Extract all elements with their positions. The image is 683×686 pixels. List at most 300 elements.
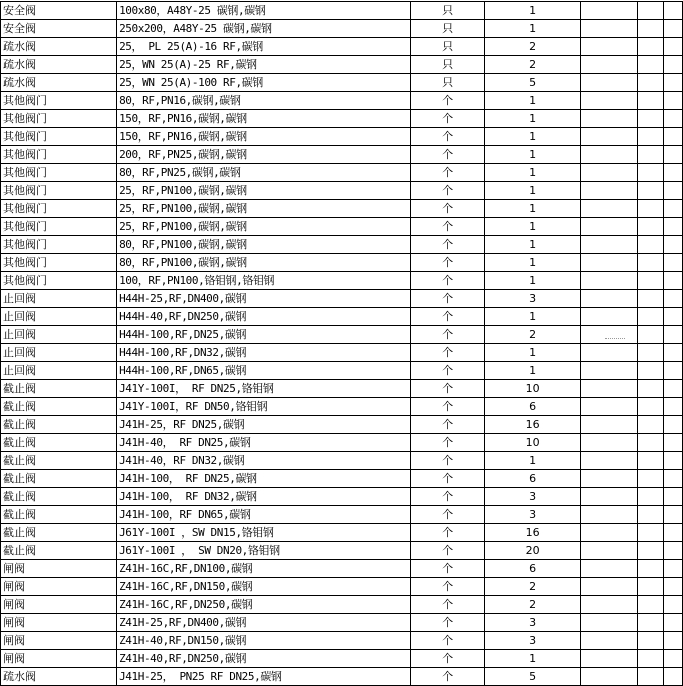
empty-cell[interactable]: [664, 506, 683, 524]
unit-cell[interactable]: 个: [411, 542, 484, 560]
unit-cell[interactable]: 个: [411, 362, 484, 380]
valve-name-cell[interactable]: 截止阀: [1, 542, 117, 560]
spec-cell[interactable]: 80，RF,PN25,碳钢,碳钢: [117, 164, 411, 182]
valve-name-cell[interactable]: 其他阀门: [1, 182, 117, 200]
empty-cell[interactable]: [664, 56, 683, 74]
empty-cell[interactable]: [581, 290, 638, 308]
unit-cell[interactable]: 个: [411, 506, 484, 524]
quantity-cell[interactable]: 6: [484, 560, 581, 578]
quantity-cell[interactable]: 1: [484, 164, 581, 182]
valve-name-cell[interactable]: 疏水阀: [1, 56, 117, 74]
spec-cell[interactable]: J41H-100，RF DN65,碳钢: [117, 506, 411, 524]
table-row: [1, 164, 683, 182]
spec-cell[interactable]: J61Y-100I ，SW DN15,铬钼钢: [117, 524, 411, 542]
empty-cell[interactable]: [664, 326, 683, 344]
empty-cell[interactable]: [581, 434, 638, 452]
valve-name-cell[interactable]: 闸阀: [1, 578, 117, 596]
empty-cell[interactable]: [637, 74, 663, 92]
unit-cell[interactable]: 个: [411, 290, 484, 308]
empty-cell[interactable]: [581, 542, 638, 560]
unit-cell[interactable]: 个: [411, 182, 484, 200]
spec-cell[interactable]: J41Y-100I，RF DN50,铬钼钢: [117, 398, 411, 416]
empty-cell[interactable]: [664, 398, 683, 416]
table-row: [1, 650, 683, 668]
empty-cell[interactable]: [637, 2, 663, 20]
empty-cell[interactable]: [664, 668, 683, 686]
empty-cell[interactable]: [637, 254, 663, 272]
spec-cell[interactable]: Z41H-16C,RF,DN150,碳钢: [117, 578, 411, 596]
sheet-body: [1, 2, 683, 686]
empty-cell[interactable]: [581, 254, 638, 272]
spec-cell[interactable]: J41H-40，RF DN32,碳钢: [117, 452, 411, 470]
empty-cell[interactable]: [664, 290, 683, 308]
empty-cell[interactable]: [637, 632, 663, 650]
unit-cell[interactable]: 个: [411, 308, 484, 326]
table-row: [1, 632, 683, 650]
empty-cell[interactable]: [637, 380, 663, 398]
table-row: [1, 452, 683, 470]
table-row: [1, 380, 683, 398]
unit-cell[interactable]: 个: [411, 254, 484, 272]
empty-cell[interactable]: [637, 650, 663, 668]
empty-cell[interactable]: [581, 74, 638, 92]
spec-cell[interactable]: 80，RF,PN16,碳钢,碳钢: [117, 92, 411, 110]
valve-name-cell[interactable]: 其他阀门: [1, 200, 117, 218]
empty-cell[interactable]: [637, 524, 663, 542]
empty-cell[interactable]: [637, 362, 663, 380]
empty-cell[interactable]: [581, 668, 638, 686]
empty-cell[interactable]: [581, 344, 638, 362]
quantity-cell[interactable]: 3: [484, 632, 581, 650]
quantity-cell[interactable]: 1: [484, 20, 581, 38]
unit-cell[interactable]: 个: [411, 110, 484, 128]
valve-name-cell[interactable]: 截止阀: [1, 398, 117, 416]
spec-cell[interactable]: 25，RF,PN100,碳钢,碳钢: [117, 182, 411, 200]
empty-cell[interactable]: [581, 362, 638, 380]
valve-name-cell[interactable]: 疏水阀: [1, 668, 117, 686]
valve-name-cell[interactable]: 安全阀: [1, 20, 117, 38]
valve-name-cell[interactable]: 其他阀门: [1, 236, 117, 254]
table-row: [1, 560, 683, 578]
spec-cell[interactable]: 150，RF,PN16,碳钢,碳钢: [117, 128, 411, 146]
empty-cell[interactable]: [664, 236, 683, 254]
table-row: [1, 434, 683, 452]
unit-cell[interactable]: 个: [411, 452, 484, 470]
table-row: [1, 2, 683, 20]
empty-cell[interactable]: [637, 416, 663, 434]
empty-cell[interactable]: [581, 416, 638, 434]
empty-cell[interactable]: [664, 2, 683, 20]
unit-cell[interactable]: 个: [411, 380, 484, 398]
quantity-cell[interactable]: 20: [484, 542, 581, 560]
unit-cell[interactable]: 个: [411, 92, 484, 110]
unit-cell[interactable]: 个: [411, 632, 484, 650]
unit-cell[interactable]: 只: [411, 20, 484, 38]
quantity-cell[interactable]: 5: [484, 668, 581, 686]
valve-name-cell[interactable]: 闸阀: [1, 614, 117, 632]
quantity-cell[interactable]: 1: [484, 2, 581, 20]
quantity-cell[interactable]: 1: [484, 272, 581, 290]
valve-name-cell[interactable]: 截止阀: [1, 434, 117, 452]
empty-cell[interactable]: [637, 272, 663, 290]
quantity-cell[interactable]: 1: [484, 182, 581, 200]
empty-cell[interactable]: [664, 92, 683, 110]
table-row: [1, 272, 683, 290]
empty-cell[interactable]: [637, 614, 663, 632]
valve-name-cell[interactable]: 止回阀: [1, 344, 117, 362]
empty-cell[interactable]: [664, 434, 683, 452]
empty-cell[interactable]: [581, 272, 638, 290]
valve-name-cell[interactable]: 截止阀: [1, 470, 117, 488]
empty-cell[interactable]: [581, 236, 638, 254]
spec-cell[interactable]: 25，WN 25(A)-25 RF,碳钢: [117, 56, 411, 74]
table-row: [1, 416, 683, 434]
spec-cell[interactable]: Z41H-25,RF,DN400,碳钢: [117, 614, 411, 632]
table-row: [1, 470, 683, 488]
table-row: [1, 218, 683, 236]
valve-name-cell[interactable]: 安全阀: [1, 2, 117, 20]
empty-cell[interactable]: [581, 380, 638, 398]
empty-cell[interactable]: [637, 578, 663, 596]
valve-name-cell[interactable]: 其他阀门: [1, 254, 117, 272]
empty-cell[interactable]: [581, 650, 638, 668]
empty-cell[interactable]: [664, 488, 683, 506]
quantity-cell[interactable]: 6: [484, 470, 581, 488]
spec-cell[interactable]: 150，RF,PN16,碳钢,碳钢: [117, 110, 411, 128]
table-row: [1, 146, 683, 164]
empty-cell[interactable]: [637, 668, 663, 686]
unit-cell[interactable]: 个: [411, 668, 484, 686]
unit-cell[interactable]: 个: [411, 200, 484, 218]
valve-name-cell[interactable]: 其他阀门: [1, 272, 117, 290]
spec-cell[interactable]: 200，RF,PN25,碳钢,碳钢: [117, 146, 411, 164]
empty-cell[interactable]: [581, 632, 638, 650]
spec-cell[interactable]: Z41H-16C,RF,DN100,碳钢: [117, 560, 411, 578]
quantity-cell[interactable]: 1: [484, 452, 581, 470]
empty-cell[interactable]: [581, 128, 638, 146]
unit-cell[interactable]: 只: [411, 2, 484, 20]
spec-cell[interactable]: J41H-25， PN25 RF DN25,碳钢: [117, 668, 411, 686]
empty-cell[interactable]: [581, 92, 638, 110]
spec-cell[interactable]: J41H-100， RF DN25,碳钢: [117, 470, 411, 488]
unit-cell[interactable]: 个: [411, 524, 484, 542]
valve-name-cell[interactable]: 截止阀: [1, 452, 117, 470]
empty-cell[interactable]: [637, 146, 663, 164]
quantity-cell[interactable]: 16: [484, 416, 581, 434]
spec-cell[interactable]: J41Y-100I， RF DN25,铬钼钢: [117, 380, 411, 398]
quantity-cell[interactable]: 3: [484, 614, 581, 632]
empty-cell[interactable]: [637, 92, 663, 110]
empty-cell[interactable]: [637, 470, 663, 488]
quantity-cell[interactable]: 3: [484, 290, 581, 308]
quantity-cell[interactable]: 3: [484, 506, 581, 524]
quantity-cell[interactable]: 10: [484, 380, 581, 398]
empty-cell[interactable]: [637, 128, 663, 146]
empty-cell[interactable]: [664, 272, 683, 290]
empty-cell[interactable]: [637, 38, 663, 56]
valve-name-cell[interactable]: 截止阀: [1, 488, 117, 506]
quantity-cell[interactable]: 3: [484, 488, 581, 506]
table-row: [1, 38, 683, 56]
table-row: [1, 524, 683, 542]
unit-cell[interactable]: 个: [411, 416, 484, 434]
empty-cell[interactable]: [637, 236, 663, 254]
valve-name-cell[interactable]: 截止阀: [1, 380, 117, 398]
empty-cell[interactable]: [637, 308, 663, 326]
empty-cell[interactable]: [664, 164, 683, 182]
empty-cell[interactable]: [637, 110, 663, 128]
quantity-cell[interactable]: 1: [484, 92, 581, 110]
quantity-cell[interactable]: 1: [484, 200, 581, 218]
quantity-cell[interactable]: 1: [484, 146, 581, 164]
empty-cell[interactable]: [664, 344, 683, 362]
empty-cell[interactable]: [581, 20, 638, 38]
spec-cell[interactable]: 80，RF,PN100,碳钢,碳钢: [117, 236, 411, 254]
spec-cell[interactable]: H44H-100,RF,DN65,碳钢: [117, 362, 411, 380]
valve-name-cell[interactable]: 止回阀: [1, 326, 117, 344]
valve-name-cell[interactable]: 闸阀: [1, 560, 117, 578]
unit-cell[interactable]: 个: [411, 326, 484, 344]
quantity-cell[interactable]: 2: [484, 596, 581, 614]
empty-cell[interactable]: [581, 218, 638, 236]
quantity-cell[interactable]: 1: [484, 236, 581, 254]
quantity-cell[interactable]: 1: [484, 254, 581, 272]
empty-cell[interactable]: [664, 110, 683, 128]
empty-cell[interactable]: [581, 524, 638, 542]
quantity-cell[interactable]: 1: [484, 308, 581, 326]
unit-cell[interactable]: 个: [411, 164, 484, 182]
table-row: [1, 236, 683, 254]
empty-cell[interactable]: [581, 38, 638, 56]
table-row: [1, 506, 683, 524]
valve-name-cell[interactable]: 闸阀: [1, 632, 117, 650]
valve-name-cell[interactable]: 疏水阀: [1, 74, 117, 92]
empty-cell[interactable]: [581, 488, 638, 506]
empty-cell[interactable]: [637, 20, 663, 38]
empty-cell[interactable]: [581, 308, 638, 326]
empty-cell[interactable]: [637, 290, 663, 308]
quantity-cell[interactable]: 6: [484, 398, 581, 416]
valve-name-cell[interactable]: 其他阀门: [1, 110, 117, 128]
quantity-cell[interactable]: 10: [484, 434, 581, 452]
table-row: [1, 290, 683, 308]
valve-name-cell[interactable]: 其他阀门: [1, 146, 117, 164]
quantity-cell[interactable]: 1: [484, 110, 581, 128]
empty-cell[interactable]: [637, 326, 663, 344]
empty-cell[interactable]: [581, 506, 638, 524]
unit-cell[interactable]: 个: [411, 470, 484, 488]
valve-name-cell[interactable]: 止回阀: [1, 308, 117, 326]
quantity-cell[interactable]: 1: [484, 344, 581, 362]
empty-cell[interactable]: [664, 308, 683, 326]
empty-cell[interactable]: [664, 200, 683, 218]
spec-cell[interactable]: 80，RF,PN100,碳钢,碳钢: [117, 254, 411, 272]
quantity-cell[interactable]: 2: [484, 578, 581, 596]
empty-cell[interactable]: [637, 596, 663, 614]
empty-cell[interactable]: [581, 578, 638, 596]
table-row: [1, 578, 683, 596]
spec-cell[interactable]: 25，RF,PN100,碳钢,碳钢: [117, 218, 411, 236]
empty-cell[interactable]: [664, 524, 683, 542]
unit-cell[interactable]: 个: [411, 128, 484, 146]
empty-cell[interactable]: [664, 182, 683, 200]
empty-cell[interactable]: [637, 506, 663, 524]
quantity-cell[interactable]: 2: [484, 326, 581, 344]
empty-cell[interactable]: [664, 146, 683, 164]
unit-cell[interactable]: 个: [411, 398, 484, 416]
valve-name-cell[interactable]: 其他阀门: [1, 92, 117, 110]
spec-cell[interactable]: J41H-25，RF DN25,碳钢: [117, 416, 411, 434]
valve-spreadsheet: [0, 1, 683, 686]
valve-name-cell[interactable]: 截止阀: [1, 416, 117, 434]
spec-cell[interactable]: 25， PL 25(A)-16 RF,碳钢: [117, 38, 411, 56]
empty-cell[interactable]: [637, 200, 663, 218]
empty-cell[interactable]: [581, 56, 638, 74]
spec-cell[interactable]: H44H-100,RF,DN25,碳钢: [117, 326, 411, 344]
unit-cell[interactable]: 只: [411, 74, 484, 92]
empty-cell[interactable]: [664, 254, 683, 272]
empty-cell[interactable]: [581, 200, 638, 218]
table-row: [1, 398, 683, 416]
valve-name-cell[interactable]: 截止阀: [1, 524, 117, 542]
valve-name-cell[interactable]: 其他阀门: [1, 164, 117, 182]
empty-cell[interactable]: [581, 110, 638, 128]
empty-cell[interactable]: [581, 452, 638, 470]
empty-cell[interactable]: [637, 452, 663, 470]
quantity-cell[interactable]: 2: [484, 56, 581, 74]
quantity-cell[interactable]: 16: [484, 524, 581, 542]
valve-name-cell[interactable]: 其他阀门: [1, 128, 117, 146]
empty-cell[interactable]: [581, 470, 638, 488]
empty-cell[interactable]: [581, 182, 638, 200]
valve-name-cell[interactable]: 闸阀: [1, 650, 117, 668]
quantity-cell[interactable]: 1: [484, 362, 581, 380]
empty-cell[interactable]: [664, 578, 683, 596]
empty-cell[interactable]: [664, 416, 683, 434]
empty-cell[interactable]: [637, 434, 663, 452]
empty-cell[interactable]: [664, 38, 683, 56]
valve-name-cell[interactable]: 止回阀: [1, 362, 117, 380]
quantity-cell[interactable]: 1: [484, 650, 581, 668]
table-row: [1, 362, 683, 380]
empty-cell[interactable]: [637, 164, 663, 182]
empty-cell[interactable]: [581, 2, 638, 20]
table-row: [1, 200, 683, 218]
spec-cell[interactable]: J41H-100， RF DN32,碳钢: [117, 488, 411, 506]
table-row: [1, 344, 683, 362]
empty-cell[interactable]: [664, 362, 683, 380]
empty-cell[interactable]: [664, 380, 683, 398]
stray-mark: [605, 338, 625, 340]
table-row: [1, 596, 683, 614]
spec-cell[interactable]: Z41H-40,RF,DN150,碳钢: [117, 632, 411, 650]
empty-cell[interactable]: [664, 542, 683, 560]
empty-cell[interactable]: [664, 632, 683, 650]
unit-cell[interactable]: 个: [411, 146, 484, 164]
empty-cell[interactable]: [637, 182, 663, 200]
unit-cell[interactable]: 个: [411, 218, 484, 236]
spec-cell[interactable]: J41H-40， RF DN25,碳钢: [117, 434, 411, 452]
empty-cell[interactable]: [581, 398, 638, 416]
quantity-cell[interactable]: 5: [484, 74, 581, 92]
spec-cell[interactable]: 250x200，A48Y-25 碳钢,碳钢: [117, 20, 411, 38]
empty-cell[interactable]: [637, 560, 663, 578]
quantity-cell[interactable]: 1: [484, 218, 581, 236]
empty-cell[interactable]: [637, 398, 663, 416]
unit-cell[interactable]: 个: [411, 344, 484, 362]
unit-cell[interactable]: 个: [411, 650, 484, 668]
unit-cell[interactable]: 个: [411, 614, 484, 632]
table-row: [1, 56, 683, 74]
table-row: [1, 182, 683, 200]
empty-cell[interactable]: [664, 560, 683, 578]
spec-cell[interactable]: Z41H-40,RF,DN250,碳钢: [117, 650, 411, 668]
empty-cell[interactable]: [637, 542, 663, 560]
quantity-cell[interactable]: 2: [484, 38, 581, 56]
empty-cell[interactable]: [581, 164, 638, 182]
spec-cell[interactable]: H44H-25,RF,DN400,碳钢: [117, 290, 411, 308]
spec-cell[interactable]: H44H-40,RF,DN250,碳钢: [117, 308, 411, 326]
spec-cell[interactable]: 25，RF,PN100,碳钢,碳钢: [117, 200, 411, 218]
valve-name-cell[interactable]: 其他阀门: [1, 218, 117, 236]
unit-cell[interactable]: 个: [411, 560, 484, 578]
unit-cell[interactable]: 个: [411, 596, 484, 614]
quantity-cell[interactable]: 1: [484, 128, 581, 146]
unit-cell[interactable]: 个: [411, 272, 484, 290]
empty-cell[interactable]: [664, 128, 683, 146]
empty-cell[interactable]: [664, 614, 683, 632]
unit-cell[interactable]: 个: [411, 434, 484, 452]
empty-cell[interactable]: [664, 218, 683, 236]
table-row: [1, 254, 683, 272]
empty-cell[interactable]: [581, 560, 638, 578]
spec-cell[interactable]: 25，WN 25(A)-100 RF,碳钢: [117, 74, 411, 92]
spec-cell[interactable]: J61Y-100I ， SW DN20,铬钼钢: [117, 542, 411, 560]
empty-cell[interactable]: [581, 146, 638, 164]
empty-cell[interactable]: [637, 488, 663, 506]
valve-name-cell[interactable]: 截止阀: [1, 506, 117, 524]
empty-cell[interactable]: [581, 614, 638, 632]
empty-cell[interactable]: [581, 326, 638, 344]
empty-cell[interactable]: [664, 74, 683, 92]
unit-cell[interactable]: 只: [411, 56, 484, 74]
valve-name-cell[interactable]: 闸阀: [1, 596, 117, 614]
table-row: [1, 614, 683, 632]
table-row: [1, 326, 683, 344]
table-row: [1, 110, 683, 128]
unit-cell[interactable]: 只: [411, 38, 484, 56]
empty-cell[interactable]: [637, 344, 663, 362]
empty-cell[interactable]: [637, 56, 663, 74]
empty-cell[interactable]: [637, 218, 663, 236]
spec-cell[interactable]: Z41H-16C,RF,DN250,碳钢: [117, 596, 411, 614]
spec-cell[interactable]: 100x80，A48Y-25 碳钢,碳钢: [117, 2, 411, 20]
valve-name-cell[interactable]: 疏水阀: [1, 38, 117, 56]
unit-cell[interactable]: 个: [411, 236, 484, 254]
spec-cell[interactable]: 100，RF,PN100,铬钼钢,铬钼钢: [117, 272, 411, 290]
valve-name-cell[interactable]: 止回阀: [1, 290, 117, 308]
empty-cell[interactable]: [664, 20, 683, 38]
empty-cell[interactable]: [664, 596, 683, 614]
unit-cell[interactable]: 个: [411, 578, 484, 596]
unit-cell[interactable]: 个: [411, 488, 484, 506]
empty-cell[interactable]: [581, 596, 638, 614]
empty-cell[interactable]: [664, 650, 683, 668]
table-row: [1, 92, 683, 110]
empty-cell[interactable]: [664, 452, 683, 470]
empty-cell[interactable]: [664, 470, 683, 488]
spec-cell[interactable]: H44H-100,RF,DN32,碳钢: [117, 344, 411, 362]
